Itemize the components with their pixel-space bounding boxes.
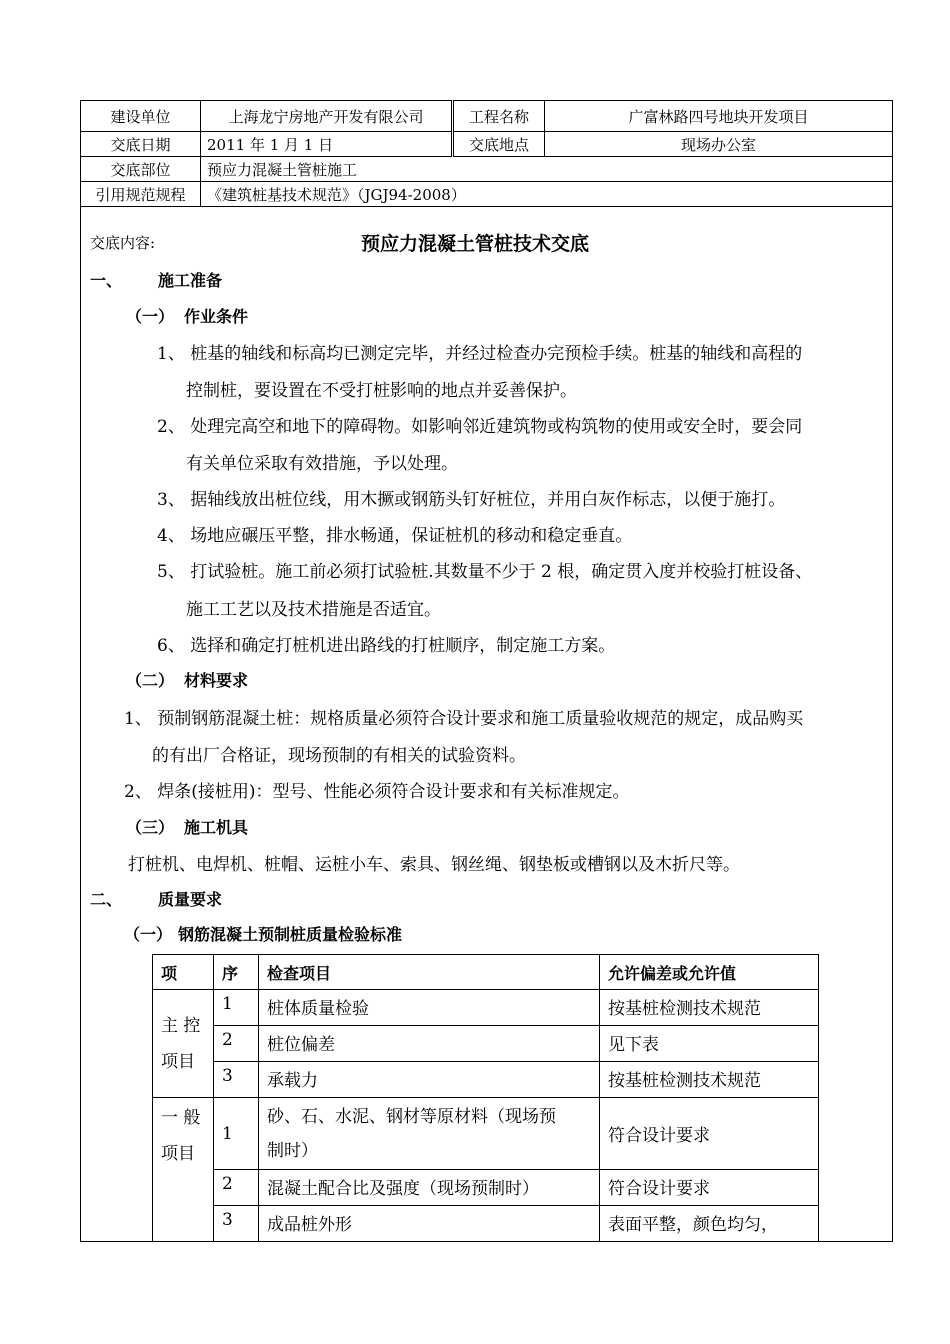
header-row <box>81 132 893 157</box>
table-row: 2 桩位偏差 见下表 <box>153 1026 819 1062</box>
value-unit: 上海龙宁房地产开发有限公司 <box>201 101 453 132</box>
page-title: 预应力混凝土管桩技术交底 <box>360 233 589 255</box>
header-row <box>81 157 893 182</box>
header-row <box>81 101 893 132</box>
table-row: 2 混凝土配合比及强度（现场预制时） 符合设计要求 <box>153 1170 819 1206</box>
value-place: 现场办公室 <box>545 132 893 157</box>
header-row <box>81 182 893 207</box>
table-row: 3 承载力 按基桩检测技术规范 <box>153 1062 819 1098</box>
list-item: 4、 场地应碾压平整，排水畅通，保证桩机的移动和稳定垂直。 <box>157 526 633 546</box>
section-heading: 二、 质量要求 <box>90 890 223 909</box>
label-standard: 引用规范规程 <box>81 182 201 207</box>
label-date: 交底日期 <box>81 132 201 157</box>
list-item: 2、 焊条(接桩用)：型号、性能必须符合设计要求和有关标准规定。 <box>124 782 630 802</box>
quality-standard-table <box>152 954 819 1242</box>
list-item: 6、 选择和确定打桩机进出路线的打桩顺序，制定施工方案。 <box>157 636 616 656</box>
label-project: 工程名称 <box>453 101 545 132</box>
section-number: 一、 <box>90 271 123 290</box>
label-unit: 建设单位 <box>81 101 201 132</box>
tools-text: 打桩机、电焊机、桩帽、运桩小车、索具、钢丝绳、钢垫板或槽钢以及木折尺等。 <box>128 855 740 875</box>
subsection-heading: （一） 钢筋混凝土预制桩质量检验标准 <box>124 925 403 944</box>
content-label: 交底内容: <box>90 234 156 252</box>
table-header-cell: 允许偏差或允许值 <box>600 955 819 990</box>
section-heading <box>90 268 222 291</box>
section-title: 施工准备 <box>158 271 223 290</box>
value-project: 广富林路四号地块开发项目 <box>545 101 893 132</box>
table-header-row <box>153 955 819 990</box>
value-date: 2011 年 1 月 1 日 <box>201 132 453 157</box>
header-table <box>80 100 893 207</box>
subsection-heading: （一） 作业条件 <box>126 307 249 326</box>
subsection-heading: （二） 材料要求 <box>126 671 249 690</box>
label-part: 交底部位 <box>81 157 201 182</box>
label-place: 交底地点 <box>453 132 545 157</box>
subsection-heading: （三） 施工机具 <box>126 818 249 837</box>
group-cell: 主 控 项目 <box>153 990 214 1098</box>
table-header-cell: 检查项目 <box>259 955 600 990</box>
group-cell: 一 般 项目 <box>153 1098 214 1242</box>
table-header-cell: 项 <box>153 955 214 990</box>
value-standard: 《建筑桩基技术规范》（JGJ94-2008） <box>201 182 893 207</box>
table-row: 3 成品桩外形 表面平整，颜色均匀， <box>153 1206 819 1242</box>
table-row: 主 控 项目 1 桩体质量检验 按基桩检测技术规范 <box>153 990 819 1026</box>
list-item: 3、 据轴线放出桩位线，用木撅或钢筋头钉好桩位，并用白灰作标志，以便于施打。 <box>157 490 786 510</box>
value-part: 预应力混凝土管桩施工 <box>201 157 893 182</box>
table-row: 一 般 项目 1 砂、石、水泥、钢材等原材料（现场预 制时） 符合设计要求 <box>153 1098 819 1170</box>
table-header-cell: 序 <box>214 955 259 990</box>
